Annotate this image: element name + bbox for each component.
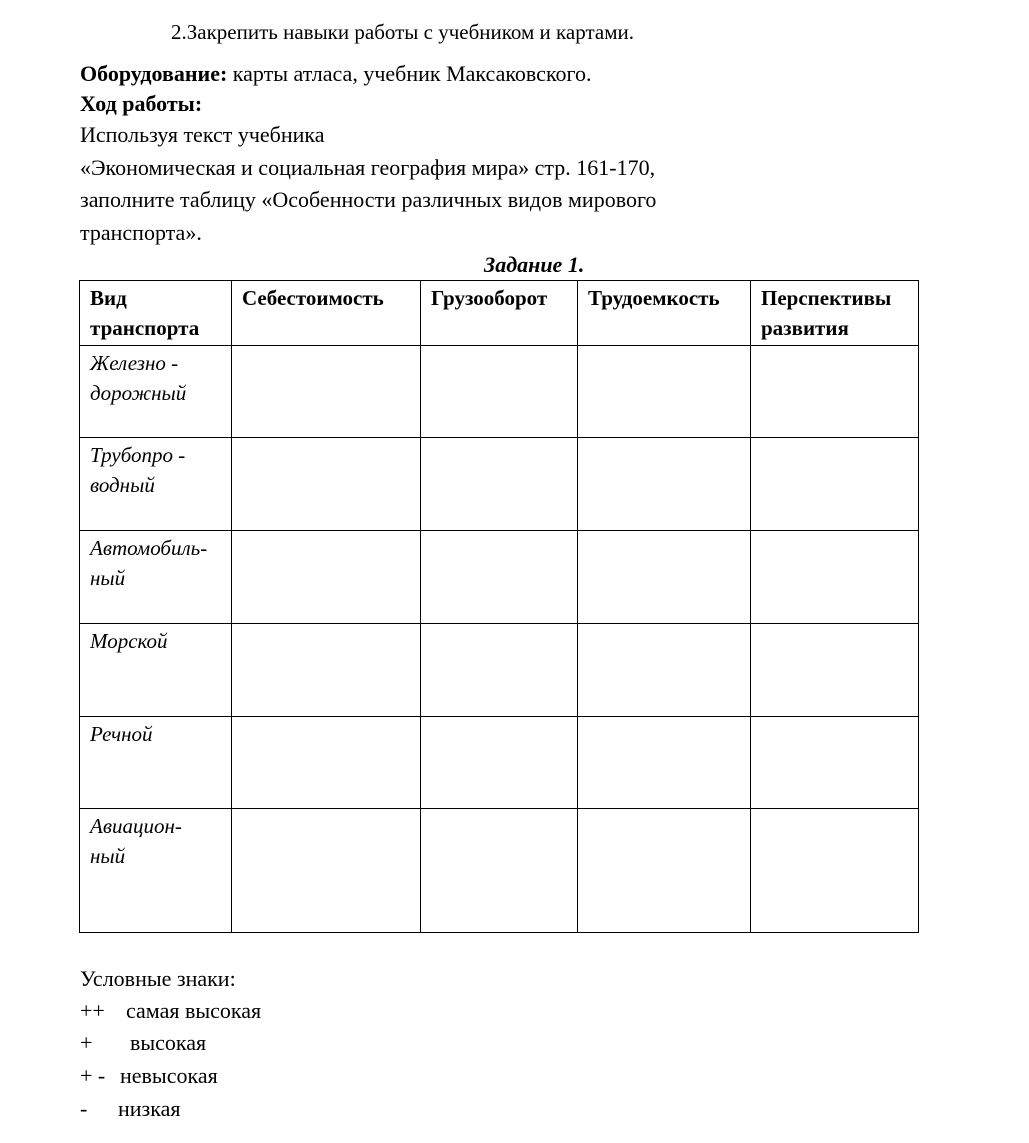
legend-item (80, 1027, 206, 1059)
table-row (80, 624, 919, 717)
table-cell[interactable] (751, 809, 919, 933)
row-label: Железно - дорожный (80, 346, 232, 438)
legend-symbol: + - (80, 1063, 106, 1088)
table-cell[interactable] (421, 624, 578, 717)
legend-label: высокая (130, 1030, 207, 1055)
table-cell[interactable] (421, 346, 578, 438)
table-cell[interactable] (751, 438, 919, 531)
legend-symbol: ++ (80, 998, 105, 1023)
header-prospects: Перспективы развития (751, 281, 919, 346)
table-cell[interactable] (751, 531, 919, 624)
header-freight: Грузооборот (421, 281, 578, 346)
table-row (80, 346, 919, 438)
instruction-line: транспорта». (80, 220, 202, 245)
legend-symbol: - (80, 1096, 88, 1121)
row-label: Морской (80, 624, 232, 717)
legend-label: низкая (118, 1096, 181, 1121)
table-cell[interactable] (232, 717, 421, 809)
table-cell[interactable] (751, 717, 919, 809)
table-row (80, 717, 919, 809)
table-cell[interactable] (751, 624, 919, 717)
row-label: Трубопро - водный (80, 438, 232, 531)
table-cell[interactable] (751, 346, 919, 438)
legend-item (80, 1060, 218, 1092)
row-label: Авиацион- ный (80, 809, 232, 933)
legend-label: самая высокая (126, 998, 262, 1023)
instruction-line: Используя текст учебника (80, 122, 325, 147)
header-transport-type: Вид транспорта (80, 281, 232, 346)
table-cell[interactable] (578, 624, 751, 717)
table-cell[interactable] (232, 531, 421, 624)
table-header-row (80, 281, 919, 346)
equipment-text: карты атласа, учебник Максаковского. (227, 61, 592, 86)
header-labor: Трудоемкость (578, 281, 751, 346)
table-cell[interactable] (421, 438, 578, 531)
goal-line: 2.Закрепить навыки работы с учебником и картами. (171, 20, 634, 44)
table-cell[interactable] (421, 531, 578, 624)
instruction-line: «Экономическая и социальная география мира» стр. 161-170, (80, 155, 656, 180)
table-cell[interactable] (578, 809, 751, 933)
equipment-label: Оборудование: (80, 61, 228, 86)
table-cell[interactable] (232, 346, 421, 438)
progress-label: Ход работы: (80, 91, 203, 116)
table-cell[interactable] (578, 438, 751, 531)
table-cell[interactable] (232, 809, 421, 933)
legend-symbol: + (80, 1030, 93, 1055)
table-row (80, 809, 919, 933)
table-cell[interactable] (232, 624, 421, 717)
legend-item (80, 1093, 180, 1125)
table-cell[interactable] (578, 346, 751, 438)
legend-label: невысокая (120, 1063, 218, 1088)
row-label: Автомобиль- ный (80, 531, 232, 624)
task-title: Задание 1. (484, 252, 585, 277)
table-row (80, 438, 919, 531)
table-cell[interactable] (578, 717, 751, 809)
legend-item (80, 995, 261, 1027)
table-cell[interactable] (421, 809, 578, 933)
table-row (80, 531, 919, 624)
row-label: Речной (80, 717, 232, 809)
equipment-line (80, 58, 592, 90)
table-cell[interactable] (421, 717, 578, 809)
table-cell[interactable] (232, 438, 421, 531)
legend-title: Условные знаки: (80, 966, 236, 991)
transport-table (79, 280, 919, 933)
header-cost: Себестоимость (232, 281, 421, 346)
table-cell[interactable] (578, 531, 751, 624)
instruction-line: заполните таблицу «Особенности различных видов мирового (80, 187, 657, 212)
